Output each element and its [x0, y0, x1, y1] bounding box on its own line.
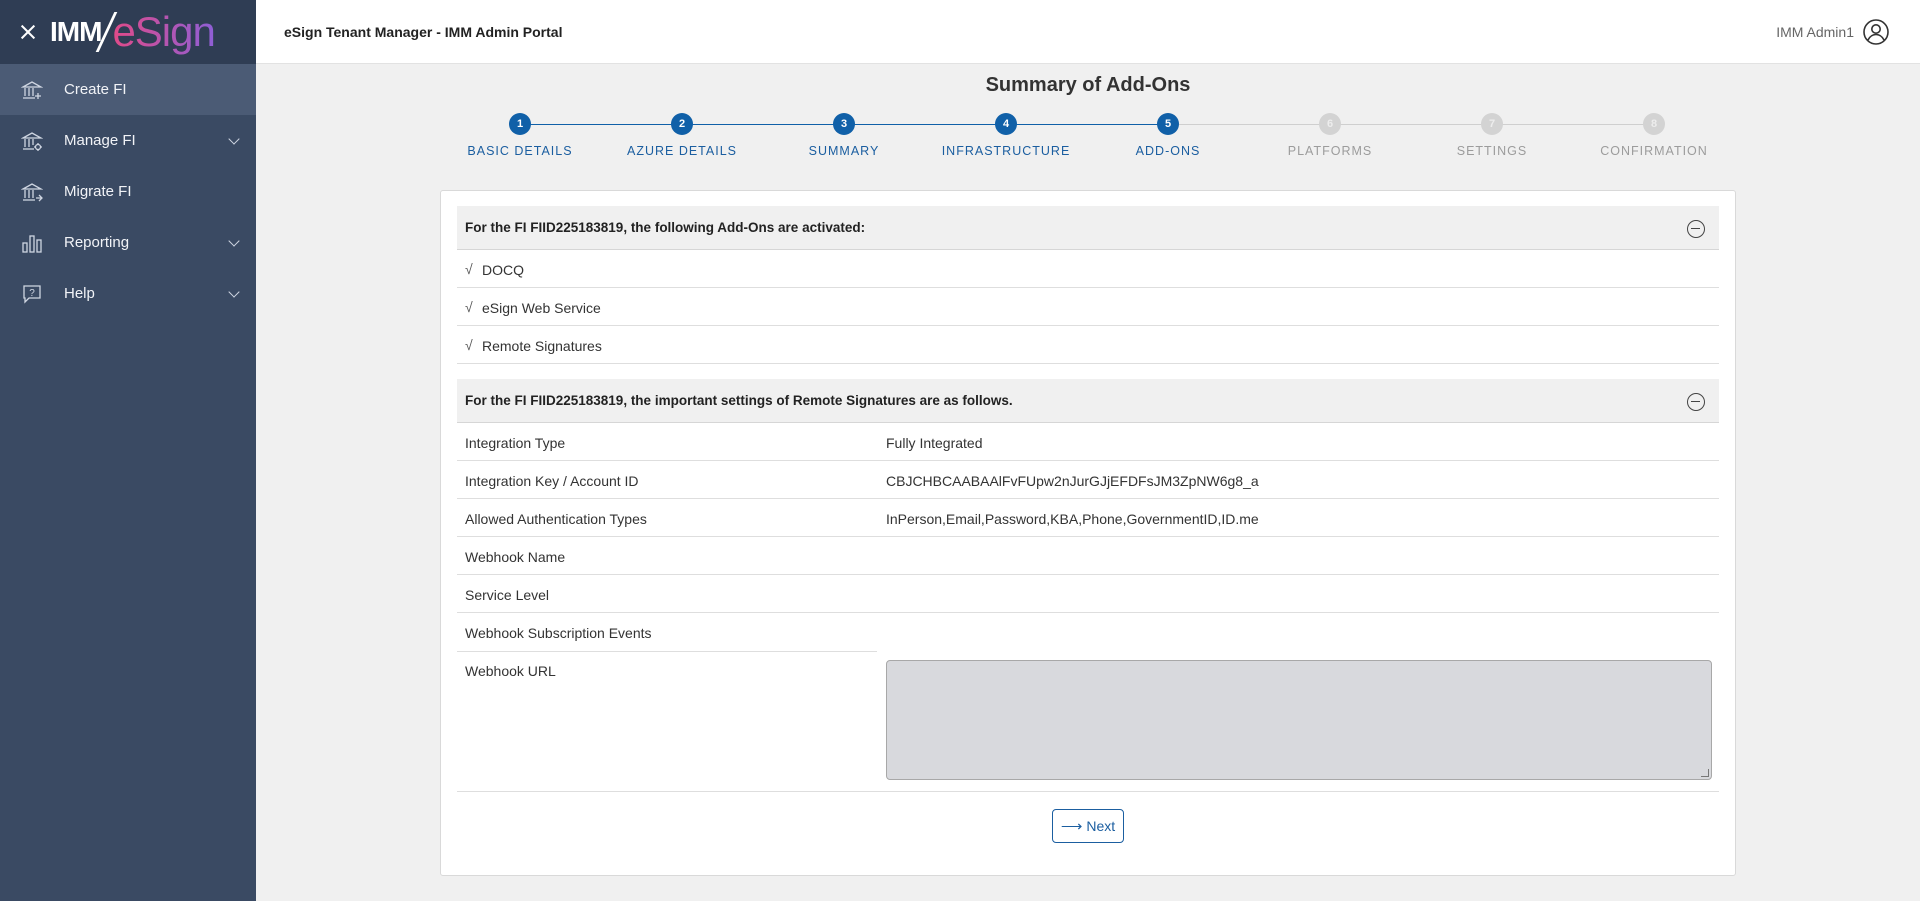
setting-key: Service Level — [465, 587, 550, 603]
page-title: Summary of Add-Ons — [985, 74, 1191, 96]
bank-gear-icon — [20, 129, 44, 153]
sidebar — [0, 0, 256, 901]
svg-text:?: ? — [29, 287, 35, 299]
logo-imm-text: IMM — [50, 16, 102, 47]
addon-name: eSign Web Service — [482, 300, 601, 316]
step-label: CONFIRMATION — [1600, 144, 1708, 158]
step-label: SUMMARY — [808, 144, 880, 158]
table-row — [457, 423, 1719, 461]
step-settings — [1412, 113, 1572, 158]
addons-heading: For the FI FIID225183819, the following Add-Ons are activated: — [465, 220, 866, 235]
sidebar-item-reporting[interactable] — [0, 217, 256, 268]
step-azure-details[interactable] — [602, 113, 762, 158]
step-add-ons[interactable] — [1088, 113, 1248, 158]
collapse-icon[interactable] — [1687, 393, 1705, 411]
table-row — [457, 537, 1719, 575]
table-row — [457, 461, 1719, 499]
table-row — [457, 499, 1719, 537]
checkmark-icon: √ — [465, 261, 473, 277]
divider — [457, 791, 1719, 792]
webhook-url-textarea[interactable] — [886, 660, 1712, 780]
step-number: 2 — [671, 113, 693, 135]
app-title: eSign Tenant Manager - IMM Admin Portal — [284, 23, 563, 40]
step-label: SETTINGS — [1456, 144, 1528, 158]
user-name: IMM Admin1 — [1776, 24, 1854, 40]
arrow-right-icon: ⟶ — [1060, 818, 1083, 835]
table-row — [457, 613, 1719, 651]
logo — [50, 0, 215, 64]
setting-key: Webhook Name — [465, 549, 566, 565]
step-number: 3 — [833, 113, 855, 135]
step-number: 6 — [1319, 113, 1341, 135]
summary-card — [440, 190, 1736, 876]
step-label: INFRASTRUCTURE — [941, 144, 1071, 158]
addons-section-header — [457, 206, 1719, 250]
step-basic-details[interactable] — [440, 113, 600, 158]
chevron-down-icon — [228, 133, 239, 144]
bar-chart-icon — [20, 231, 44, 255]
sidebar-item-label: Help — [64, 285, 95, 302]
chevron-down-icon — [228, 235, 239, 246]
top-header — [256, 0, 1920, 64]
sidebar-item-label: Reporting — [64, 234, 130, 251]
table-row — [457, 575, 1719, 613]
list-item — [457, 326, 1719, 364]
user-avatar-icon[interactable] — [1862, 18, 1890, 46]
step-platforms — [1250, 113, 1410, 158]
sidebar-item-help[interactable] — [0, 268, 256, 319]
sidebar-item-manage-fi[interactable] — [0, 115, 256, 166]
addon-name: DOCQ — [482, 262, 524, 278]
remote-settings-heading: For the FI FIID225183819, the important settings of Remote Signatures are as follows. — [465, 393, 1013, 408]
checkmark-icon: √ — [465, 337, 473, 353]
setting-key: Webhook URL — [465, 663, 556, 679]
list-item — [457, 288, 1719, 326]
sidebar-item-label: Manage FI — [64, 132, 136, 149]
bank-plus-icon — [20, 78, 44, 102]
chevron-down-icon — [228, 286, 239, 297]
user-menu[interactable] — [1776, 18, 1890, 46]
resize-handle-icon[interactable] — [1701, 769, 1709, 777]
step-confirmation — [1574, 113, 1734, 158]
sidebar-item-label: Migrate FI — [64, 183, 132, 200]
setting-key: Webhook Subscription Events — [465, 625, 652, 641]
help-bubble-icon — [20, 282, 44, 306]
next-button-label: Next — [1086, 818, 1116, 834]
step-summary[interactable] — [764, 113, 924, 158]
step-number: 7 — [1481, 113, 1503, 135]
step-label: BASIC DETAILS — [467, 144, 573, 158]
sidebar-item-label: Create FI — [64, 81, 127, 98]
sidebar-item-migrate-fi[interactable] — [0, 166, 256, 217]
list-item — [457, 250, 1719, 288]
setting-value: CBJCHBCAABAAlFvFUpw2nJurGJjEFDFsJM3ZpNW6g8_a — [886, 473, 1259, 489]
close-icon[interactable] — [18, 22, 38, 42]
remote-settings-section-header — [457, 379, 1719, 423]
step-number: 8 — [1643, 113, 1665, 135]
bank-arrow-icon — [20, 180, 44, 204]
step-label: ADD-ONS — [1135, 144, 1201, 158]
step-label: PLATFORMS — [1287, 144, 1373, 158]
sidebar-item-create-fi[interactable] — [0, 64, 256, 115]
step-number: 4 — [995, 113, 1017, 135]
setting-value: Fully Integrated — [886, 435, 983, 451]
setting-key: Allowed Authentication Types — [465, 511, 647, 527]
logo-esign-text: eSign — [112, 8, 215, 55]
step-label: AZURE DETAILS — [626, 144, 737, 158]
addon-name: Remote Signatures — [482, 338, 602, 354]
setting-key: Integration Key / Account ID — [465, 473, 639, 489]
step-number: 5 — [1157, 113, 1179, 135]
step-number: 1 — [509, 113, 531, 135]
collapse-icon[interactable] — [1687, 220, 1705, 238]
step-infrastructure[interactable] — [926, 113, 1086, 158]
setting-key: Integration Type — [465, 435, 566, 451]
sidebar-header — [0, 0, 256, 64]
next-button[interactable] — [1052, 809, 1124, 843]
checkmark-icon: √ — [465, 299, 473, 315]
setting-value: InPerson,Email,Password,KBA,Phone,GovernmentID,ID.me — [886, 511, 1259, 527]
progress-stepper — [420, 113, 1750, 173]
